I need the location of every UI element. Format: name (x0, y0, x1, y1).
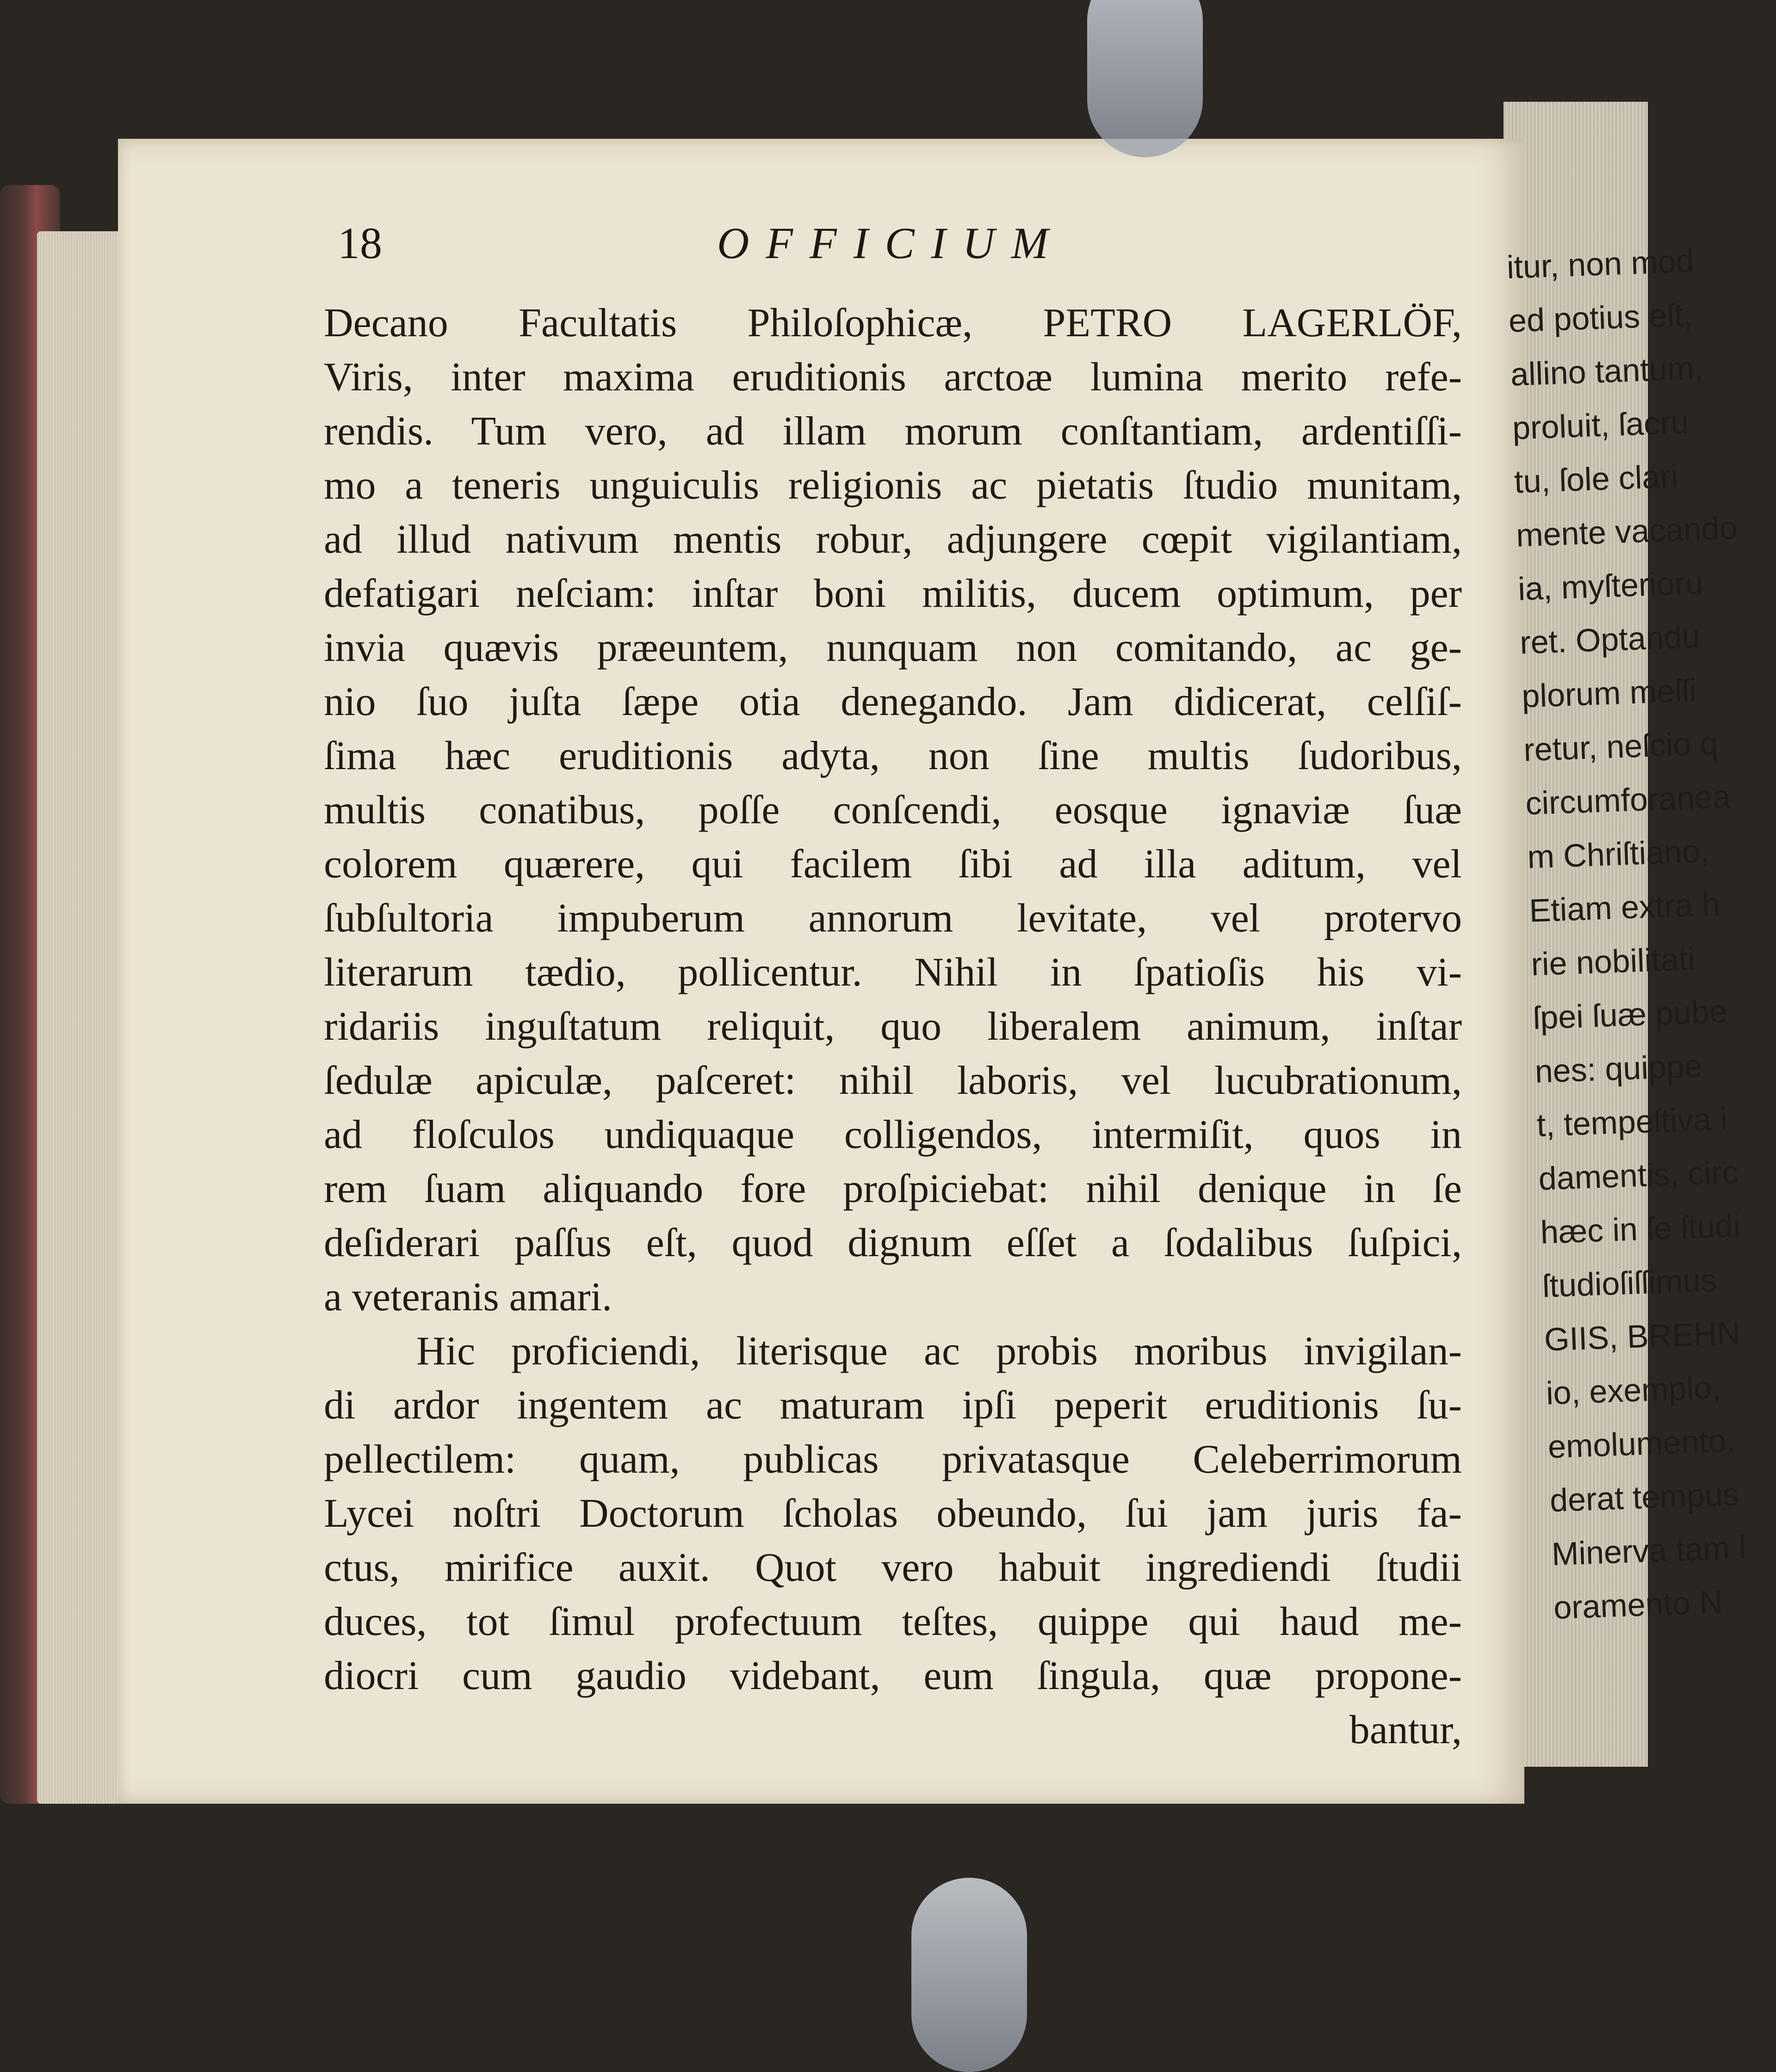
page-clip-bottom (911, 1878, 1027, 2072)
text-line: nio ſuo juſta ſæpe otia denegando. Jam didicerat, celſiſ- (324, 679, 1462, 724)
facing-line: plorum meſſi (1521, 672, 1697, 715)
running-head (338, 217, 1402, 296)
text-line: ſedulæ apiculæ, paſceret: nihil laboris, vel lucubrationum, (324, 1058, 1462, 1103)
facing-line: Etiam extra h (1528, 886, 1721, 929)
text-line: Viris, inter maxima eruditionis arctoæ lumina merito refe- (324, 355, 1462, 400)
facing-line: damentis, circ (1538, 1153, 1739, 1197)
text-line: literarum tædio, pollicentur. Nihil in ſpatioſis his vi- (324, 950, 1462, 995)
text-line: ſubſultoria impuberum annorum levitate, vel protervo (324, 896, 1462, 941)
facing-line: io, exemplo, (1545, 1369, 1721, 1412)
text-line: pellectilem: quam, publicas privatasque Celeberrimorum (324, 1437, 1462, 1482)
facing-line: derat tempus (1549, 1476, 1739, 1519)
facing-line: hæc in ſe ſtudi (1540, 1207, 1741, 1251)
text-line: multis conatibus, poſſe conſcendi, eosque ignaviæ ſuæ (324, 788, 1462, 832)
text-line: a veteranis amari. (324, 1275, 613, 1320)
text-line: ad floſculos undiquaque colligendos, intermiſit, quos in (324, 1112, 1462, 1157)
text-line: ſima hæc eruditionis adyta, non ſine multis ſudoribus, (324, 734, 1462, 778)
text-line: Lycei noſtri Doctorum ſcholas obeundo, ſui jam juris fa- (324, 1491, 1462, 1536)
facing-line: t, tempeſtiva i (1536, 1100, 1728, 1143)
text-line: di ardor ingentem ac maturam ipſi peperit eruditionis ſu- (324, 1383, 1462, 1428)
page-edges-left (37, 231, 130, 1804)
text-line: defatigari neſciam: inſtar boni militis, ducem optimum, per (324, 571, 1462, 616)
facing-line: oramento N (1553, 1584, 1724, 1626)
page-clip-top (1087, 0, 1203, 157)
facing-line: circumforanea (1525, 778, 1732, 822)
text-line: colorem quærere, qui facilem ſibi ad illa aditum, vel (324, 842, 1462, 887)
facing-line: m Chriſtiano, (1527, 832, 1710, 876)
text-line: invia quævis præeuntem, nunquam non comitando, ac ge- (324, 625, 1462, 670)
facing-line: Minerva tam l (1551, 1529, 1747, 1572)
text-line: ad illud nativum mentis robur, adjungere cœpit vigilantiam, (324, 517, 1462, 562)
text-line: Hic proficiendi, literisque ac probis moribus invigilan- (416, 1329, 1462, 1374)
facing-line: retur, neſcio q (1523, 725, 1719, 768)
facing-line: proluit, ſacru (1511, 404, 1689, 446)
facing-line: GIIS, BREHN (1543, 1314, 1741, 1358)
facing-line: ſpei ſuæ pube (1532, 993, 1728, 1036)
text-line: deſiderari paſſus eſt, quod dignum eſſet a ſodalibus ſuſpici, (324, 1221, 1462, 1265)
body-text (324, 296, 1462, 1757)
text-line: ctus, mirifice auxit. Quot vero habuit ingrediendi ſtudii (324, 1545, 1462, 1590)
facing-line: ia, myſterioru (1517, 564, 1704, 607)
facing-line: tu, ſole clari (1513, 458, 1679, 500)
header-title: OFFICIUM (717, 218, 1065, 268)
facing-line: ret. Optandu (1519, 618, 1701, 661)
text-line: diocri cum gaudio videbant, eum ſingula, quæ propone- (324, 1653, 1462, 1698)
text-line: mo a teneris unguiculis religionis ac pietatis ſtudio munitam, (324, 463, 1462, 508)
catchword: bantur, (1349, 1708, 1462, 1752)
text-line: Decano Facultatis Philoſophicæ, PETRO LAGERLÖF, (324, 301, 1462, 345)
text-line: ridariis inguſtatum reliquit, quo liberalem animum, inſtar (324, 1004, 1462, 1049)
facing-line: ed potius eſt, (1508, 296, 1693, 339)
facing-line: mente vacando (1515, 509, 1738, 554)
text-line: duces, tot ſimul profectuum teſtes, quippe qui haud me- (324, 1599, 1462, 1644)
facing-line: rie nobilitati (1530, 940, 1696, 983)
facing-line: ſtudioſiſſimus (1541, 1262, 1718, 1304)
facing-line: nes: quippe (1534, 1048, 1703, 1090)
page-number: 18 (338, 218, 382, 268)
facing-line: emolumento. (1547, 1422, 1736, 1465)
text-line: rendis. Tum vero, ad illam morum conſtantiam, ardentiſſi- (324, 409, 1462, 454)
facing-line: allino tantum, (1510, 350, 1704, 393)
facing-line: itur, non mod (1506, 242, 1695, 285)
text-line: rem ſuam aliquando fore proſpiciebat: nihil denique in ſe (324, 1166, 1462, 1211)
